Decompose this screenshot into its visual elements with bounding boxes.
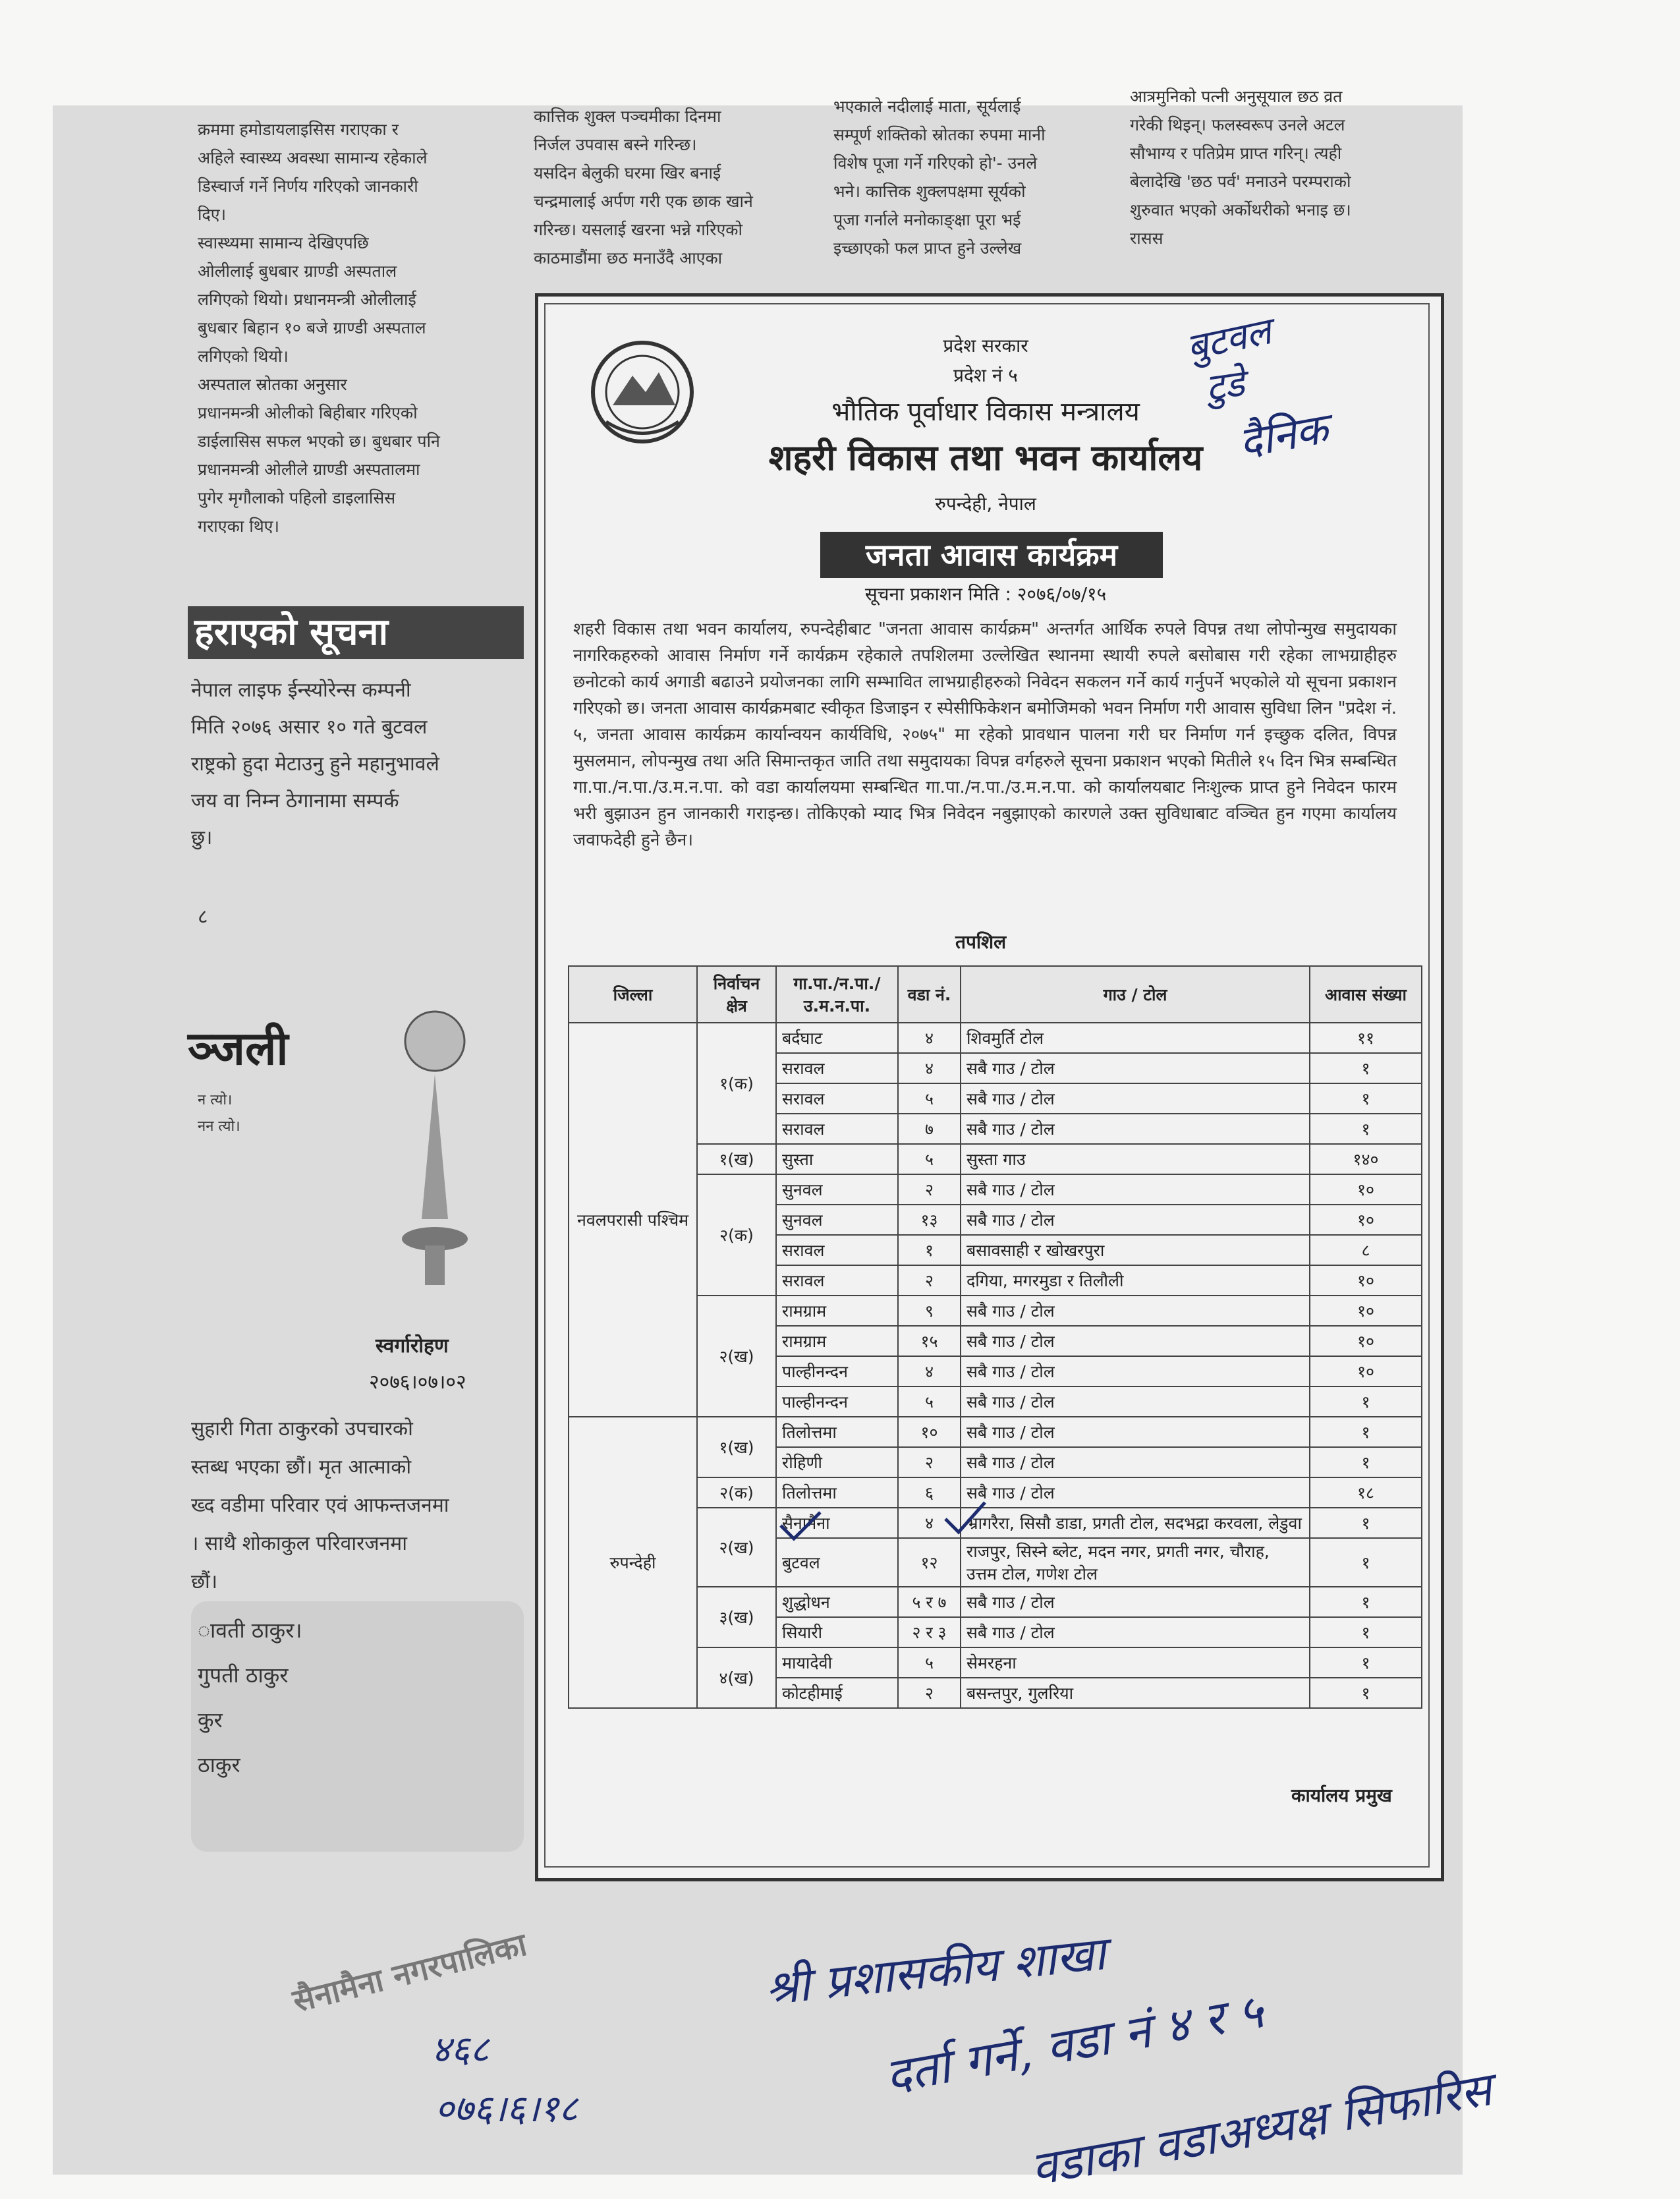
news-column-1-line: दिए। bbox=[198, 205, 227, 224]
constituency-cell: २(क) bbox=[697, 1174, 776, 1296]
ward-cell: २ bbox=[898, 1447, 961, 1477]
lost-notice-line: नेपाल लाइफ ईन्स्योरेन्स कम्पनी bbox=[191, 679, 411, 702]
municipality-cell: सुनवल bbox=[776, 1205, 898, 1235]
village-cell: सबै गाउ / टोल bbox=[961, 1356, 1310, 1386]
tribute-name-line: ठाकुर bbox=[198, 1752, 240, 1777]
news-column-1-line: पुगेर मृगौलाको पहिलो डाइलासिस bbox=[198, 488, 396, 507]
housing-count-cell: १ bbox=[1310, 1587, 1422, 1617]
village-cell: सेमरहना bbox=[961, 1647, 1310, 1678]
stamp-number: ४६८ bbox=[432, 2028, 490, 2071]
housing-count-cell: १० bbox=[1310, 1265, 1422, 1296]
village-cell: भ्रागरैरा, सिसौ डाडा, प्रगती टोल, सदभद्रा करवला, लेडुवा bbox=[961, 1508, 1310, 1538]
news-column-1-line: डाईलासिस सफल भएको छ। बुधबार पनि bbox=[198, 432, 440, 451]
tribute-label: स्वर्गारोहण bbox=[376, 1334, 449, 1357]
village-cell: सबै गाउ / टोल bbox=[961, 1083, 1310, 1114]
news-column-1-line: बुधबार बिहान १० बजे ग्राण्डी अस्पताल bbox=[198, 318, 426, 337]
municipality-cell: रोहिणी bbox=[776, 1447, 898, 1477]
tribute-heading: ञ्जली bbox=[188, 1021, 289, 1075]
housing-count-cell: १ bbox=[1310, 1647, 1422, 1678]
municipality-cell: तिलोत्तमा bbox=[776, 1477, 898, 1508]
office-chief-signature: कार्यालय प्रमुख bbox=[1291, 1785, 1392, 1806]
lost-notice-footer: ८ bbox=[198, 905, 208, 928]
news-column-2-line: यसदिन बेलुकी घरमा खिर बनाई bbox=[534, 163, 721, 183]
municipality-cell: सरावल bbox=[776, 1083, 898, 1114]
ward-cell: २ bbox=[898, 1678, 961, 1708]
schedule-label: तपशिल bbox=[955, 931, 1007, 953]
constituency-cell: ४(ख) bbox=[697, 1647, 776, 1708]
lost-notice-line: राष्ट्रको हुदा मेटाउनु हुने महानुभावले bbox=[191, 753, 439, 776]
handwritten-note-line-1: श्री प्रशासकीय शाखा bbox=[762, 1926, 1108, 2016]
handwritten-note-line-3: वडाका वडाअध्यक्ष सिफारिस bbox=[1026, 2062, 1496, 2196]
news-column-1-line: अस्पताल स्रोतका अनुसार bbox=[198, 375, 347, 394]
handwritten-newspaper-name-3: दैनिक bbox=[1235, 404, 1332, 469]
news-column-2 bbox=[534, 102, 810, 272]
table-row bbox=[569, 1296, 1422, 1326]
municipality-cell: रामग्राम bbox=[776, 1326, 898, 1356]
housing-count-cell: १ bbox=[1310, 1053, 1422, 1083]
ward-cell: २ bbox=[898, 1174, 961, 1205]
ward-cell: ५ bbox=[898, 1083, 961, 1114]
village-cell: राजपुर, सिस्ने ब्लेट, मदन नगर, प्रगती नगर, चौराह, उत्तम टोल, गणेश टोल bbox=[961, 1538, 1310, 1587]
tribute-names bbox=[198, 1608, 302, 1787]
housing-count-cell: १ bbox=[1310, 1508, 1422, 1538]
ward-cell: ४ bbox=[898, 1508, 961, 1538]
housing-count-cell: १० bbox=[1310, 1174, 1422, 1205]
news-column-1-line: डिस्चार्ज गर्ने निर्णय गरिएको जानकारी bbox=[198, 177, 418, 196]
lost-notice-heading: हराएको सूचना bbox=[188, 606, 524, 659]
municipality-cell: सैनामैना bbox=[776, 1508, 898, 1538]
news-column-2-line: कात्तिक शुक्ल पञ्चमीका दिनमा bbox=[534, 107, 721, 126]
ward-cell: २ bbox=[898, 1265, 961, 1296]
municipality-cell: शुद्धोधन bbox=[776, 1587, 898, 1617]
village-cell: सुस्ता गाउ bbox=[961, 1144, 1310, 1174]
housing-count-cell: १ bbox=[1310, 1617, 1422, 1647]
district-cell: नवलपरासी पश्चिम bbox=[569, 1023, 697, 1417]
news-column-1-line: गराएका थिए। bbox=[198, 517, 279, 536]
table-row bbox=[569, 1477, 1422, 1508]
tribute-small-line: नन त्यो। bbox=[198, 1118, 240, 1135]
housing-count-cell: १० bbox=[1310, 1326, 1422, 1356]
header-constituency: निर्वाचन क्षेत्र bbox=[697, 966, 776, 1023]
village-cell: शिवमुर्ति टोल bbox=[961, 1023, 1310, 1053]
tribute-date: २०७६।०७।०२ bbox=[369, 1371, 466, 1394]
news-column-2-line: निर्जल उपवास बस्ने गरिन्छ। bbox=[534, 135, 697, 154]
village-cell: सबै गाउ / टोल bbox=[961, 1386, 1310, 1417]
program-title-banner: जनता आवास कार्यक्रम bbox=[820, 532, 1163, 578]
news-column-1-line: अहिले स्वास्थ्य अवस्था सामान्य रहेकाले bbox=[198, 148, 428, 167]
ward-cell: १५ bbox=[898, 1326, 961, 1356]
news-column-3-line: इच्छाएको फल प्राप्त हुने उल्लेख bbox=[833, 239, 1022, 258]
news-column-3-line: पूजा गर्नाले मनोकाङ्क्षा पूरा भई bbox=[833, 210, 1021, 229]
constituency-cell: १(क) bbox=[697, 1023, 776, 1144]
news-column-2-line: काठमाडौंमा छठ मनाउँदै आएका bbox=[534, 248, 723, 268]
news-column-1-line: लगिएको थियो। प्रधानमन्त्री ओलीलाई bbox=[198, 290, 416, 309]
ward-cell: ४ bbox=[898, 1356, 961, 1386]
municipality-cell: सियारी bbox=[776, 1617, 898, 1647]
tribute-name-line: कुर bbox=[198, 1707, 223, 1732]
notice-ministry: भौतिक पूर्वाधार विकास मन्त्रालय bbox=[831, 397, 1140, 427]
news-column-4-line: बेलादेखि 'छठ पर्व' मनाउने परम्पराको bbox=[1130, 172, 1351, 191]
village-cell: सबै गाउ / टोल bbox=[961, 1205, 1310, 1235]
ward-cell: ४ bbox=[898, 1053, 961, 1083]
tribute-small-lines bbox=[198, 1087, 240, 1140]
news-column-4-line: रासस bbox=[1130, 229, 1163, 248]
notice-gov: प्रदेश सरकार bbox=[943, 335, 1028, 357]
ward-cell: ४ bbox=[898, 1023, 961, 1053]
notice-office: शहरी विकास तथा भवन कार्यालय bbox=[768, 437, 1203, 478]
ward-cell: १२ bbox=[898, 1538, 961, 1587]
housing-count-cell: १० bbox=[1310, 1356, 1422, 1386]
tribute-text-line: सुहारी गिता ठाकुरको उपचारको bbox=[191, 1417, 413, 1441]
tribute-text-line: । साथै शोकाकुल परिवारजनमा bbox=[191, 1532, 407, 1555]
constituency-cell: १(ख) bbox=[697, 1417, 776, 1477]
housing-count-cell: १४० bbox=[1310, 1144, 1422, 1174]
constituency-cell: २(ख) bbox=[697, 1296, 776, 1417]
header-district: जिल्ला bbox=[569, 966, 697, 1023]
ward-cell: ५ bbox=[898, 1386, 961, 1417]
village-cell: बसावसाही र खोखरपुरा bbox=[961, 1235, 1310, 1265]
housing-count-cell: १८ bbox=[1310, 1477, 1422, 1508]
constituency-cell: ३(ख) bbox=[697, 1587, 776, 1647]
news-column-4-line: सौभाग्य र पतिप्रेम प्राप्त गरिन्। त्यही bbox=[1130, 144, 1342, 163]
housing-count-cell: १० bbox=[1310, 1205, 1422, 1235]
municipality-cell: सुनवल bbox=[776, 1174, 898, 1205]
checkmark-icon bbox=[942, 1499, 988, 1539]
municipality-cell: बुटवल bbox=[776, 1538, 898, 1587]
notice-province: प्रदेश नं ५ bbox=[953, 364, 1018, 386]
village-cell: सबै गाउ / टोल bbox=[961, 1417, 1310, 1447]
table-row bbox=[569, 1174, 1422, 1205]
housing-count-cell: १ bbox=[1310, 1417, 1422, 1447]
municipality-cell: पाल्हीनन्दन bbox=[776, 1386, 898, 1417]
news-column-3 bbox=[833, 92, 1110, 262]
village-cell: सबै गाउ / टोल bbox=[961, 1296, 1310, 1326]
municipality-cell: सुस्ता bbox=[776, 1144, 898, 1174]
housing-count-cell: ८ bbox=[1310, 1235, 1422, 1265]
news-column-3-line: भएकाले नदीलाई माता, सूर्यलाई bbox=[833, 97, 1021, 116]
news-column-1-line: प्रधानमन्त्री ओलीले ग्राण्डी अस्पतालमा bbox=[198, 460, 420, 479]
village-cell: दगिया, मगरमुडा र तिलौली bbox=[961, 1265, 1310, 1296]
notice-body-text: शहरी विकास तथा भवन कार्यालय, रुपन्देहीबाट "जनता आवास कार्यक्रम" अन्तर्गत आर्थिक रुपले विपन्न तथा लोपोन्मुख समुदायका नागरिकहरुको आवास निर्माण गर्ने कार्यक्रम रहेकाले तपशिलमा उल्लेखित स्थानमा स्थायी रुपले बसोबास गरी रहेका लाभग्राहीहरु छनोटको कार्य अगाडी बढाउने प्रयोजनका लागि सम्भावित लाभग्राहीहरुको निवेदन सकलन गर्ने कार्य गर्नुपर्ने भएकोले यो सूचना प्रकाशन गरिएको छ। जनता आवास कार्यक्रमबाट स्वीकृत डिजाइन र स्पेसीफिकेशन बमोजिमको भवन निर्माण गरी आवास सुविधा लिन "प्रदेश नं. ५, जनता आवास कार्यक्रम कार्यान्वयन कार्यविधि, २०७५" मा रहेको प्रावधान पालना गरी घर निर्माण गर्न इच्छुक दलित, विपन्न मुसलमान, लोपन्मुख तथा अति सिमान्तकृत जाति तथा समुदायका विपन्न वर्गहरुले सूचना प्रकाशन भएको मितीले १५ दिन भित्र सम्बन्धित गा.पा./न.पा./उ.म.न.पा. को वडा कार्यालयमा सम्बन्धित गा.पा./न.पा./उ.म.न.पा. को कार्यालयबाट निःशुल्क प्राप्त हुने निवेदन फारम भरी बुझाउन हुन जानकारी गराइन्छ। तोकिएको म्याद भित्र निवेदन नबुझाएको कारणले उक्त सुविधाबाट वञ्चित हुन गएमा कार्यालय जवाफदेही हुने छैन। bbox=[573, 619, 1397, 850]
housing-count-cell: १० bbox=[1310, 1296, 1422, 1326]
ward-cell: ७ bbox=[898, 1114, 961, 1144]
news-column-1-line: प्रधानमन्त्री ओलीको बिहीबार गरिएको bbox=[198, 403, 418, 422]
news-column-3-line: भने। कात्तिक शुक्लपक्षमा सूर्यको bbox=[833, 182, 1026, 201]
header-village: गाउ / टोल bbox=[961, 966, 1310, 1023]
housing-count-cell: १ bbox=[1310, 1447, 1422, 1477]
ward-cell: ५ bbox=[898, 1144, 961, 1174]
allocation-table bbox=[568, 965, 1422, 1709]
table-row bbox=[569, 1647, 1422, 1678]
news-column-1 bbox=[198, 115, 501, 540]
handwritten-newspaper-name-1: बुटवल bbox=[1183, 310, 1275, 370]
news-column-1-line: स्वास्थ्यमा सामान्य देखिएपछि bbox=[198, 233, 369, 252]
tribute-name-line: ावती ठाकुर। bbox=[198, 1618, 302, 1643]
lost-notice-text bbox=[191, 672, 507, 857]
header-housing-count: आवास संख्या bbox=[1310, 966, 1422, 1023]
handwritten-newspaper-name-2: टुडे bbox=[1203, 362, 1247, 410]
municipality-cell: मायादेवी bbox=[776, 1647, 898, 1678]
tribute-text-line: छौं। bbox=[191, 1570, 218, 1593]
housing-count-cell: १ bbox=[1310, 1386, 1422, 1417]
village-cell: सबै गाउ / टोल bbox=[961, 1326, 1310, 1356]
village-cell: सबै गाउ / टोल bbox=[961, 1477, 1310, 1508]
news-column-4-line: गरेकी थिइन्। फलस्वरूप उनले अटल bbox=[1130, 115, 1345, 134]
stamp-date: ०७६।६।१८ bbox=[435, 2088, 578, 2130]
municipality-cell: सरावल bbox=[776, 1114, 898, 1144]
tribute-small-line: न त्यो। bbox=[198, 1092, 233, 1108]
ward-cell: २ र ३ bbox=[898, 1617, 961, 1647]
table-header-row bbox=[569, 966, 1422, 1023]
lost-notice-line: जय वा निम्न ठेगानामा सम्पर्क bbox=[191, 789, 399, 813]
constituency-cell: २(ख) bbox=[697, 1508, 776, 1587]
housing-count-cell: ११ bbox=[1310, 1023, 1422, 1053]
constituency-cell: १(ख) bbox=[697, 1144, 776, 1174]
housing-count-cell: १ bbox=[1310, 1114, 1422, 1144]
table-row bbox=[569, 1417, 1422, 1447]
news-column-1-line: ओलीलाई बुधबार ग्राण्डी अस्पताल bbox=[198, 262, 397, 281]
stamp-office-name: सैनामैना नगरपालिका bbox=[289, 1926, 531, 2020]
header-municipality: गा.पा./न.पा./ उ.म.न.पा. bbox=[776, 966, 898, 1023]
village-cell: सबै गाउ / टोल bbox=[961, 1587, 1310, 1617]
news-column-2-line: चन्द्रमालाई अर्पण गरी एक छाक खाने bbox=[534, 192, 753, 211]
municipality-cell: कोटहीमाई bbox=[776, 1678, 898, 1708]
notice-publish-date: सूचना प्रकाशन मिति : २०७६/०७/१५ bbox=[864, 583, 1107, 605]
village-cell: सबै गाउ / टोल bbox=[961, 1447, 1310, 1477]
housing-count-cell: १ bbox=[1310, 1678, 1422, 1708]
village-cell: बसन्तपुर, गुलरिया bbox=[961, 1678, 1310, 1708]
municipality-cell: तिलोत्तमा bbox=[776, 1417, 898, 1447]
tribute-text-line: ख्द वडीमा परिवार एवं आफन्तजनमा bbox=[191, 1494, 449, 1517]
tribute-text-line: स्तब्ध भएका छौं। मृत आत्माको bbox=[191, 1456, 412, 1479]
news-column-4-line: शुरुवात भएको अर्कोथरीको भनाइ छ। bbox=[1130, 200, 1351, 219]
table-row bbox=[569, 1587, 1422, 1617]
news-column-1-line: क्रममा हमोडायलाइसिस गराएका र bbox=[198, 120, 399, 139]
tribute-text bbox=[191, 1410, 520, 1601]
ward-cell: ९ bbox=[898, 1296, 961, 1326]
ward-cell: ६ bbox=[898, 1477, 961, 1508]
municipality-cell: सरावल bbox=[776, 1053, 898, 1083]
tribute-name-line: गुपती ठाकुर bbox=[198, 1663, 289, 1688]
table-row bbox=[569, 1023, 1422, 1053]
news-column-4 bbox=[1130, 82, 1407, 252]
news-column-3-line: विशेष पूजा गर्ने गरिएको हो'- उनले bbox=[833, 154, 1038, 173]
lost-notice-line: मिति २०७६ असार १० गते बुटवल bbox=[191, 716, 428, 739]
ward-cell: ५ bbox=[898, 1647, 961, 1678]
ward-cell: १० bbox=[898, 1417, 961, 1447]
ward-cell: ५ र ७ bbox=[898, 1587, 961, 1617]
lamp-illustration bbox=[369, 1002, 501, 1318]
news-column-3-line: सम्पूर्ण शक्तिको स्रोतका रुपमा मानी bbox=[833, 125, 1046, 144]
table-row bbox=[569, 1508, 1422, 1538]
news-column-2-line: गरिन्छ। यसलाई खरना भन्ने गरिएको bbox=[534, 220, 742, 239]
district-cell: रुपन्देही bbox=[569, 1417, 697, 1708]
news-column-4-line: आत्रमुनिको पत्नी अनुसूयाल छठ व्रत bbox=[1130, 87, 1343, 106]
notice-location: रुपन्देही, नेपाल bbox=[935, 493, 1036, 515]
municipality-cell: पाल्हीनन्दन bbox=[776, 1356, 898, 1386]
news-column-1-line: लगिएको थियो। bbox=[198, 347, 289, 366]
municipality-cell: बर्दघाट bbox=[776, 1023, 898, 1053]
handwritten-note-line-2: दर्ता गर्ने, वडा नं ४ र ५ bbox=[881, 1983, 1268, 2104]
village-cell: सबै गाउ / टोल bbox=[961, 1174, 1310, 1205]
housing-count-cell: १ bbox=[1310, 1538, 1422, 1587]
lost-notice-line: छु। bbox=[191, 826, 213, 849]
village-cell: सबै गाउ / टोल bbox=[961, 1114, 1310, 1144]
ward-cell: १ bbox=[898, 1235, 961, 1265]
table-row bbox=[569, 1144, 1422, 1174]
municipality-cell: सरावल bbox=[776, 1235, 898, 1265]
municipality-cell: सरावल bbox=[776, 1265, 898, 1296]
checkmark-icon bbox=[777, 1509, 824, 1542]
constituency-cell: २(क) bbox=[697, 1477, 776, 1508]
header-ward: वडा नं. bbox=[898, 966, 961, 1023]
housing-count-cell: १ bbox=[1310, 1083, 1422, 1114]
ward-cell: १३ bbox=[898, 1205, 961, 1235]
municipality-cell: रामग्राम bbox=[776, 1296, 898, 1326]
village-cell: सबै गाउ / टोल bbox=[961, 1053, 1310, 1083]
village-cell: सबै गाउ / टोल bbox=[961, 1617, 1310, 1647]
